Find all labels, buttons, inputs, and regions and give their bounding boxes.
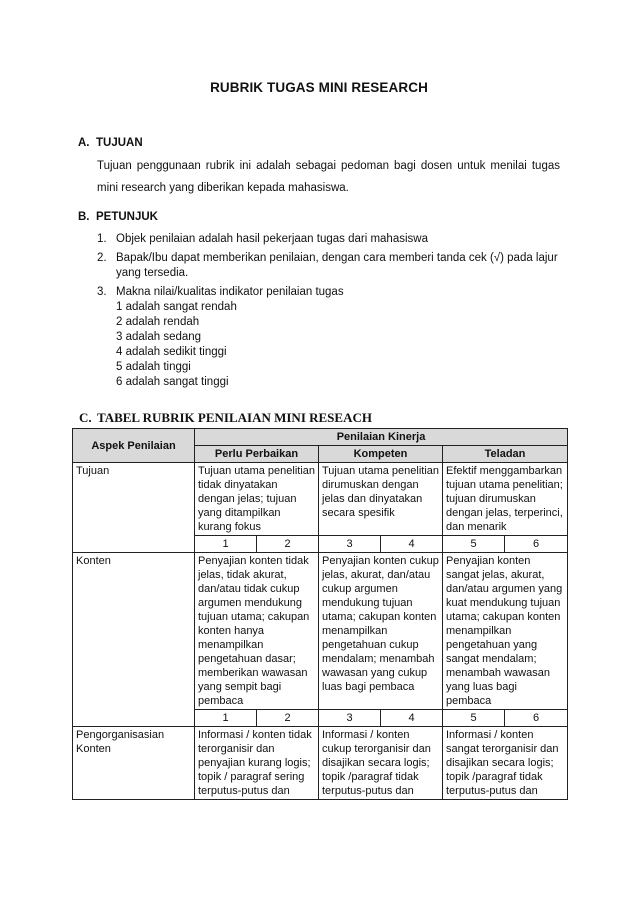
descriptor-perbaikan: Tujuan utama penelitian tidak dinyatakan dengan jelas; tujuan yang ditampilkan kurang fokus (195, 463, 319, 536)
table-row (73, 463, 568, 536)
section-c-heading (79, 410, 372, 426)
scale-line: 4 adalah sedikit tinggi (116, 346, 227, 358)
instruction-number: 3. (97, 286, 107, 298)
instruction-item (97, 285, 560, 390)
kinerja-header: Penilaian Kinerja (195, 429, 568, 446)
descriptor-kompeten: Tujuan utama penelitian dirumuskan dengan jelas dan dinyatakan secara spesifik (319, 463, 443, 536)
section-a-title: TUJUAN (96, 137, 143, 149)
aspect-cell: Konten (73, 553, 195, 727)
section-b-heading (78, 211, 158, 223)
instruction-item (97, 232, 560, 247)
level-header-perbaikan: Perlu Perbaikan (195, 446, 319, 463)
scale-line: 2 adalah rendah (116, 316, 200, 328)
descriptor-teladan: Efektif menggambarkan tujuan utama penelitian; tujuan dirumuskan dengan jelas, terperinci, dan menarik (443, 463, 568, 536)
descriptor-perbaikan: Informasi / konten tidak terorganisir dan penyajian kurang logis; topik / paragraf sering terputus-putus dan (195, 727, 319, 800)
instruction-text: Makna nilai/kualitas indikator penilaian tugas (116, 286, 344, 298)
table-header-row (73, 429, 568, 446)
score-cell[interactable]: 3 (319, 536, 381, 553)
instruction-number: 1. (97, 233, 107, 245)
section-b-letter: B. (78, 211, 90, 223)
section-a-heading (78, 137, 143, 149)
document-title: RUBRIK TUGAS MINI RESEARCH (210, 80, 428, 95)
descriptor-kompeten: Penyajian konten cukup jelas, akurat, dan/atau cukup argumen mendukung tujuan utama; cakupan konten menampilkan pengetahuan cukup mendalam; menambah wawasan yang cukup luas bagi pembaca (319, 553, 443, 710)
score-cell[interactable]: 6 (505, 710, 568, 727)
scale-line: 1 adalah sangat rendah (116, 301, 237, 313)
scale-line: 3 adalah sedang (116, 331, 202, 343)
instruction-number: 2. (97, 252, 107, 264)
scale-line: 6 adalah sangat tinggi (116, 376, 229, 388)
descriptor-perbaikan: Penyajian konten tidak jelas, tidak akurat, dan/atau tidak cukup argumen mendukung tujuan utama; cakupan konten hanya menampilkan pengetahuan dasar; memberikan wawasan yang sempit bagi pembaca (195, 553, 319, 710)
aspect-cell: Pengorganisasian Konten (73, 727, 195, 800)
instruction-item (97, 251, 560, 281)
score-cell[interactable]: 5 (443, 536, 505, 553)
score-cell[interactable]: 4 (381, 710, 443, 727)
aspek-header: Aspek Penilaian (73, 429, 195, 463)
level-header-teladan: Teladan (443, 446, 568, 463)
section-c-letter: C. (79, 410, 92, 425)
score-cell[interactable]: 1 (195, 536, 257, 553)
section-c-title: TABEL RUBRIK PENILAIAN MINI RESEACH (97, 410, 372, 425)
score-cell[interactable]: 1 (195, 710, 257, 727)
score-cell[interactable]: 5 (443, 710, 505, 727)
scale-line: 5 adalah tinggi (116, 361, 191, 373)
table-row (73, 553, 568, 710)
score-cell[interactable]: 2 (257, 536, 319, 553)
score-cell[interactable]: 3 (319, 710, 381, 727)
aspect-cell: Tujuan (73, 463, 195, 553)
descriptor-teladan: Informasi / konten sangat terorganisir dan disajikan secara logis; topik /paragraf tidak terputus-putus dan (443, 727, 568, 800)
descriptor-teladan: Penyajian konten sangat jelas, akurat, dan/atau argumen yang kuat mendukung tujuan utama; cakupan konten menampilkan pengetahuan yang sangat mendalam; menambah wawasan yang luas bagi pembaca (443, 553, 568, 710)
level-header-kompeten: Kompeten (319, 446, 443, 463)
descriptor-kompeten: Informasi / konten cukup terorganisir dan disajikan secara logis; topik /paragraf tidak terputus-putus dan (319, 727, 443, 800)
section-b-title: PETUNJUK (96, 211, 158, 223)
table-row (73, 727, 568, 800)
instruction-text: Objek penilaian adalah hasil pekerjaan tugas dari mahasiswa (116, 233, 428, 245)
section-a-text: Tujuan penggunaan rubrik ini adalah sebagai pedoman bagi dosen untuk menilai tugas mini research yang diberikan kepada mahasiswa. (97, 160, 560, 194)
score-cell[interactable]: 4 (381, 536, 443, 553)
rubric-table (72, 428, 568, 800)
section-a-letter: A. (78, 137, 90, 149)
score-cell[interactable]: 2 (257, 710, 319, 727)
score-cell[interactable]: 6 (505, 536, 568, 553)
instruction-text: Bapak/Ibu dapat memberikan penilaian, dengan cara memberi tanda cek (√) pada lajur yang tersedia. (116, 252, 558, 279)
instruction-list (97, 232, 560, 394)
